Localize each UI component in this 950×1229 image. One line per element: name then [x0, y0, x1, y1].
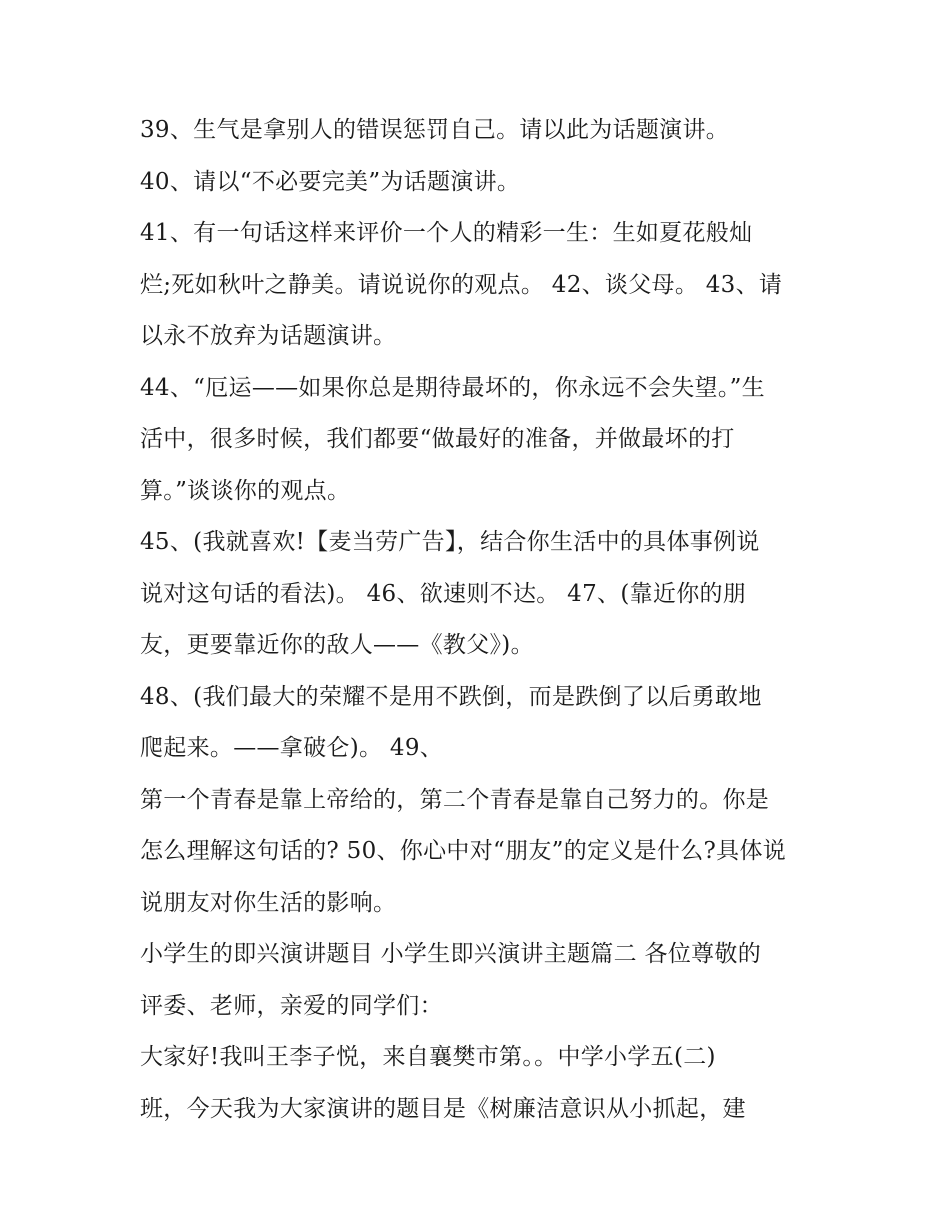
- text-line: 说朋友对你生活的影响。: [140, 889, 397, 916]
- text-line: 怎么理解这句话的? 50、你心中对“朋友”的定义是什么?具体说: [140, 838, 787, 864]
- text-line: 44、“厄运——如果你总是期待最坏的，你永远不会失望。”生: [140, 374, 765, 401]
- text-line: 48、(我们最大的荣耀不是用不跌倒，而是跌倒了以后勇敢地: [140, 683, 762, 710]
- text-line: 39、生气是拿别人的错误惩罚自己。请以此为话题演讲。: [140, 117, 730, 143]
- text-line: 评委、老师，亲爱的同学们：: [140, 992, 443, 1019]
- text-line: 烂;死如秋叶之静美。请说说你的观点。 42、谈父母。 43、请: [140, 271, 783, 298]
- text-line: 40、请以“不必要完美”为话题演讲。: [140, 168, 521, 195]
- text-line: 班，今天我为大家演讲的题目是《树廉洁意识从小抓起，建: [140, 1095, 746, 1122]
- document-body: [140, 105, 830, 1135]
- text-line: 小学生的即兴演讲题目 小学生即兴演讲主题篇二 各位尊敬的: [140, 941, 762, 967]
- text-line: 大家好!我叫王李子悦，来自襄樊市第。。中学小学五(二): [140, 1044, 716, 1070]
- text-line: 45、(我就喜欢!【麦当劳广告】，结合你生活中的具体事例说: [140, 529, 760, 555]
- text-line: 友，更要靠近你的敌人——《教父》)。: [140, 632, 534, 658]
- text-line: 说对这句话的看法)。 46、欲速则不达。 47、(靠近你的朋: [140, 580, 747, 607]
- text-line: 第一个青春是靠上帝给的，第二个青春是靠自己努力的。你是: [140, 786, 770, 813]
- text-line: 算。”谈谈你的观点。: [140, 477, 351, 504]
- text-line: 活中，很多时候，我们都要“做最好的准备，并做最坏的打: [140, 426, 735, 452]
- text-line: 41、有一句话这样来评价一个人的精彩一生：生如夏花般灿: [140, 220, 753, 246]
- text-line: 爬起来。——拿破仑)。 49、: [140, 735, 444, 761]
- text-line: 以永不放弃为话题演讲。: [140, 323, 397, 349]
